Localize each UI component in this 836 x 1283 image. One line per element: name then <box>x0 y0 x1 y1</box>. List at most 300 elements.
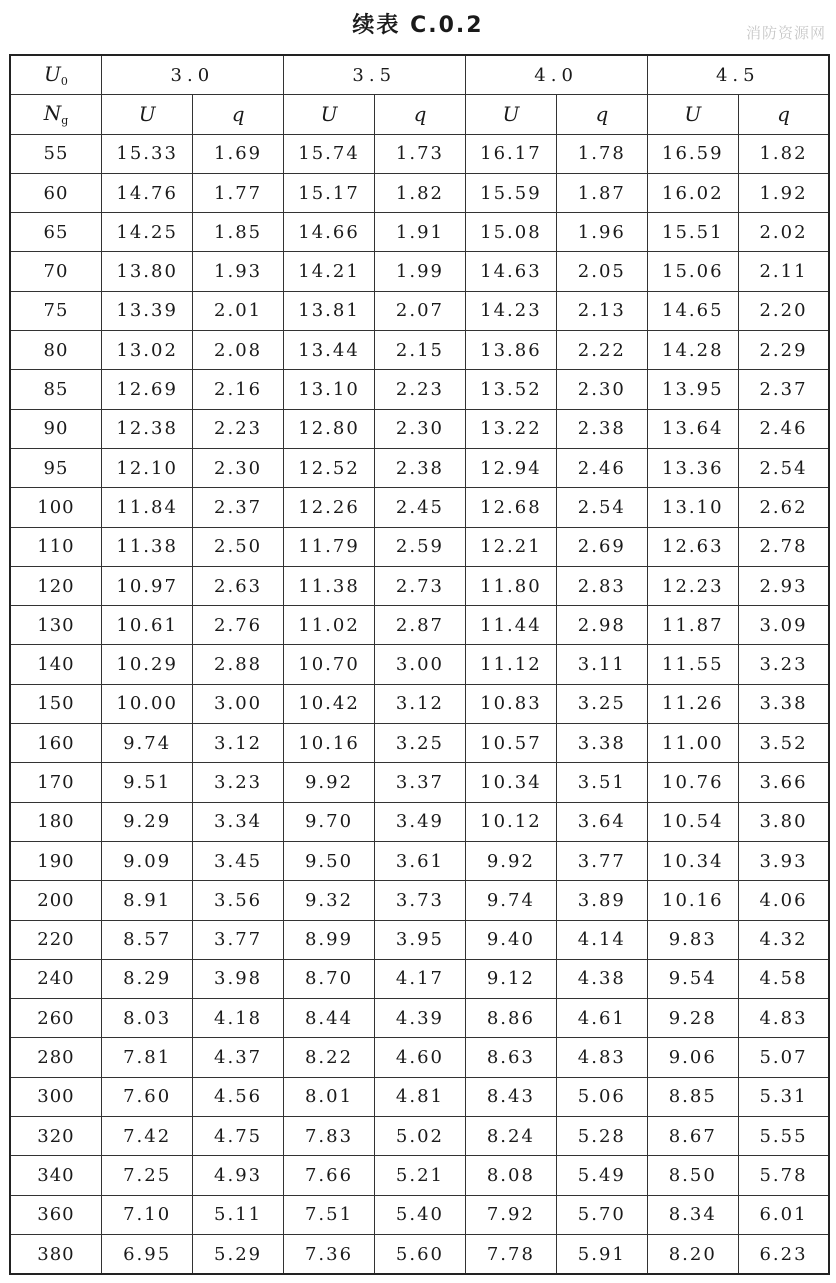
cell-u-value: 13.22 <box>465 409 556 448</box>
cell-u-value: 7.36 <box>283 1234 374 1274</box>
cell-u-value: 10.42 <box>283 684 374 723</box>
cell-u-value: 15.59 <box>465 173 556 212</box>
cell-q-value: 2.11 <box>739 252 830 291</box>
cell-u-value: 13.02 <box>101 331 192 370</box>
row-ng-value: 85 <box>10 370 101 409</box>
header-uo-group: 3.5 <box>283 55 465 95</box>
cell-q-value: 3.93 <box>739 841 830 880</box>
cell-q-value: 2.16 <box>193 370 283 409</box>
cell-q-value: 5.49 <box>557 1156 647 1195</box>
cell-q-value: 4.83 <box>557 1038 647 1077</box>
cell-u-value: 12.80 <box>283 409 374 448</box>
cell-q-value: 2.38 <box>557 409 647 448</box>
table-row <box>10 881 829 920</box>
cell-q-value: 3.25 <box>557 684 647 723</box>
cell-q-value: 2.46 <box>739 409 830 448</box>
cell-u-value: 10.34 <box>465 763 556 802</box>
header-row-ng <box>10 95 829 134</box>
cell-q-value: 2.83 <box>557 566 647 605</box>
cell-q-value: 4.17 <box>375 959 465 998</box>
cell-q-value: 2.29 <box>739 331 830 370</box>
cell-q-value: 2.73 <box>375 566 465 605</box>
cell-q-value: 3.64 <box>557 802 647 841</box>
cell-u-value: 14.25 <box>101 213 192 252</box>
table-row <box>10 802 829 841</box>
cell-q-value: 2.88 <box>193 645 283 684</box>
cell-u-value: 9.74 <box>465 881 556 920</box>
table-row <box>10 1077 829 1116</box>
cell-u-value: 7.42 <box>101 1117 192 1156</box>
table-row <box>10 763 829 802</box>
cell-q-value: 1.82 <box>375 173 465 212</box>
row-ng-value: 360 <box>10 1195 101 1234</box>
cell-u-value: 8.01 <box>283 1077 374 1116</box>
row-ng-value: 130 <box>10 606 101 645</box>
cell-u-value: 9.40 <box>465 920 556 959</box>
cell-q-value: 3.73 <box>375 881 465 920</box>
table-row <box>10 959 829 998</box>
cell-q-value: 2.62 <box>739 488 830 527</box>
cell-u-value: 9.92 <box>283 763 374 802</box>
cell-u-value: 8.85 <box>647 1077 738 1116</box>
table-row <box>10 724 829 763</box>
cell-u-value: 11.38 <box>283 566 374 605</box>
cell-u-value: 12.10 <box>101 448 192 487</box>
cell-q-value: 3.80 <box>739 802 830 841</box>
cell-q-value: 3.12 <box>193 724 283 763</box>
header-col-q: q <box>557 95 647 134</box>
cell-u-value: 16.59 <box>647 134 738 173</box>
header-col-q: q <box>739 95 830 134</box>
cell-q-value: 3.66 <box>739 763 830 802</box>
cell-u-value: 15.06 <box>647 252 738 291</box>
table-row <box>10 1156 829 1195</box>
table-row <box>10 1038 829 1077</box>
cell-u-value: 15.74 <box>283 134 374 173</box>
cell-q-value: 5.06 <box>557 1077 647 1116</box>
cell-u-value: 11.38 <box>101 527 192 566</box>
cell-q-value: 5.60 <box>375 1234 465 1274</box>
table-row <box>10 370 829 409</box>
table-row <box>10 1117 829 1156</box>
cell-u-value: 8.20 <box>647 1234 738 1274</box>
cell-q-value: 5.11 <box>193 1195 283 1234</box>
cell-q-value: 3.95 <box>375 920 465 959</box>
cell-q-value: 1.99 <box>375 252 465 291</box>
cell-q-value: 1.85 <box>193 213 283 252</box>
cell-u-value: 16.02 <box>647 173 738 212</box>
cell-q-value: 5.78 <box>739 1156 830 1195</box>
table-row <box>10 134 829 173</box>
cell-u-value: 14.28 <box>647 331 738 370</box>
cell-u-value: 7.78 <box>465 1234 556 1274</box>
cell-u-value: 10.83 <box>465 684 556 723</box>
cell-q-value: 1.77 <box>193 173 283 212</box>
cell-u-value: 9.28 <box>647 999 738 1038</box>
cell-u-value: 8.03 <box>101 999 192 1038</box>
cell-q-value: 3.56 <box>193 881 283 920</box>
cell-q-value: 1.78 <box>557 134 647 173</box>
cell-u-value: 9.50 <box>283 841 374 880</box>
cell-q-value: 4.83 <box>739 999 830 1038</box>
cell-u-value: 9.29 <box>101 802 192 841</box>
header-col-u: U <box>101 95 192 134</box>
cell-q-value: 3.38 <box>739 684 830 723</box>
header-col-u: U <box>465 95 556 134</box>
cell-u-value: 7.25 <box>101 1156 192 1195</box>
row-ng-value: 150 <box>10 684 101 723</box>
cell-u-value: 11.79 <box>283 527 374 566</box>
cell-u-value: 8.29 <box>101 959 192 998</box>
cell-u-value: 7.81 <box>101 1038 192 1077</box>
cell-u-value: 10.57 <box>465 724 556 763</box>
cell-u-value: 10.29 <box>101 645 192 684</box>
cell-u-value: 15.08 <box>465 213 556 252</box>
table-row <box>10 488 829 527</box>
row-ng-value: 75 <box>10 291 101 330</box>
table-row <box>10 684 829 723</box>
row-ng-value: 190 <box>10 841 101 880</box>
cell-q-value: 2.63 <box>193 566 283 605</box>
cell-q-value: 2.30 <box>193 448 283 487</box>
cell-q-value: 2.76 <box>193 606 283 645</box>
cell-q-value: 5.70 <box>557 1195 647 1234</box>
cell-q-value: 2.37 <box>739 370 830 409</box>
cell-q-value: 2.37 <box>193 488 283 527</box>
cell-q-value: 4.18 <box>193 999 283 1038</box>
cell-u-value: 8.70 <box>283 959 374 998</box>
cell-u-value: 14.23 <box>465 291 556 330</box>
cell-q-value: 1.82 <box>739 134 830 173</box>
cell-q-value: 1.87 <box>557 173 647 212</box>
row-ng-value: 100 <box>10 488 101 527</box>
row-ng-value: 300 <box>10 1077 101 1116</box>
cell-q-value: 5.31 <box>739 1077 830 1116</box>
table-row <box>10 920 829 959</box>
cell-u-value: 13.36 <box>647 448 738 487</box>
cell-u-value: 9.06 <box>647 1038 738 1077</box>
cell-u-value: 11.02 <box>283 606 374 645</box>
cell-q-value: 2.23 <box>375 370 465 409</box>
cell-u-value: 11.55 <box>647 645 738 684</box>
cell-u-value: 13.86 <box>465 331 556 370</box>
cell-q-value: 3.61 <box>375 841 465 880</box>
cell-q-value: 1.96 <box>557 213 647 252</box>
cell-u-value: 13.52 <box>465 370 556 409</box>
cell-q-value: 2.54 <box>739 448 830 487</box>
cell-q-value: 4.38 <box>557 959 647 998</box>
cell-u-value: 10.76 <box>647 763 738 802</box>
cell-q-value: 3.45 <box>193 841 283 880</box>
row-ng-value: 55 <box>10 134 101 173</box>
cell-q-value: 3.49 <box>375 802 465 841</box>
cell-u-value: 14.63 <box>465 252 556 291</box>
cell-u-value: 10.12 <box>465 802 556 841</box>
cell-u-value: 12.21 <box>465 527 556 566</box>
cell-q-value: 5.07 <box>739 1038 830 1077</box>
row-ng-value: 280 <box>10 1038 101 1077</box>
cell-u-value: 7.10 <box>101 1195 192 1234</box>
cell-u-value: 8.63 <box>465 1038 556 1077</box>
cell-q-value: 3.51 <box>557 763 647 802</box>
cell-u-value: 11.12 <box>465 645 556 684</box>
table-row <box>10 409 829 448</box>
cell-u-value: 14.76 <box>101 173 192 212</box>
row-ng-value: 70 <box>10 252 101 291</box>
cell-q-value: 3.77 <box>557 841 647 880</box>
cell-q-value: 3.37 <box>375 763 465 802</box>
cell-u-value: 13.10 <box>647 488 738 527</box>
cell-q-value: 1.93 <box>193 252 283 291</box>
cell-q-value: 4.58 <box>739 959 830 998</box>
cell-u-value: 10.16 <box>283 724 374 763</box>
table-row <box>10 331 829 370</box>
row-ng-value: 180 <box>10 802 101 841</box>
row-ng-value: 240 <box>10 959 101 998</box>
cell-q-value: 1.91 <box>375 213 465 252</box>
cell-q-value: 3.77 <box>193 920 283 959</box>
cell-q-value: 2.05 <box>557 252 647 291</box>
table-row <box>10 606 829 645</box>
cell-u-value: 8.34 <box>647 1195 738 1234</box>
cell-u-value: 12.69 <box>101 370 192 409</box>
cell-u-value: 10.00 <box>101 684 192 723</box>
cell-q-value: 2.50 <box>193 527 283 566</box>
row-ng-value: 140 <box>10 645 101 684</box>
row-ng-value: 65 <box>10 213 101 252</box>
cell-q-value: 4.39 <box>375 999 465 1038</box>
header-col-q: q <box>193 95 283 134</box>
cell-q-value: 2.69 <box>557 527 647 566</box>
cell-q-value: 4.32 <box>739 920 830 959</box>
table-title: 续表 C.0.2 <box>352 13 484 38</box>
cell-u-value: 13.80 <box>101 252 192 291</box>
cell-u-value: 12.94 <box>465 448 556 487</box>
row-ng-value: 95 <box>10 448 101 487</box>
watermark-text: 消防资源网 <box>745 24 826 42</box>
cell-q-value: 2.30 <box>557 370 647 409</box>
cell-q-value: 2.98 <box>557 606 647 645</box>
cell-q-value: 2.01 <box>193 291 283 330</box>
cell-u-value: 8.43 <box>465 1077 556 1116</box>
row-ng-value: 170 <box>10 763 101 802</box>
cell-u-value: 10.70 <box>283 645 374 684</box>
cell-u-value: 14.21 <box>283 252 374 291</box>
cell-q-value: 2.20 <box>739 291 830 330</box>
cell-u-value: 10.97 <box>101 566 192 605</box>
cell-u-value: 9.92 <box>465 841 556 880</box>
cell-u-value: 11.80 <box>465 566 556 605</box>
cell-u-value: 7.66 <box>283 1156 374 1195</box>
cell-q-value: 2.08 <box>193 331 283 370</box>
cell-q-value: 2.15 <box>375 331 465 370</box>
row-ng-value: 110 <box>10 527 101 566</box>
cell-q-value: 2.07 <box>375 291 465 330</box>
cell-q-value: 4.37 <box>193 1038 283 1077</box>
cell-u-value: 13.39 <box>101 291 192 330</box>
cell-q-value: 3.12 <box>375 684 465 723</box>
cell-u-value: 8.86 <box>465 999 556 1038</box>
table-row <box>10 448 829 487</box>
cell-u-value: 9.83 <box>647 920 738 959</box>
cell-u-value: 11.87 <box>647 606 738 645</box>
cell-u-value: 8.99 <box>283 920 374 959</box>
header-uo-group: 4.5 <box>647 55 829 95</box>
cell-q-value: 3.00 <box>375 645 465 684</box>
cell-u-value: 14.65 <box>647 291 738 330</box>
cell-u-value: 8.67 <box>647 1117 738 1156</box>
cell-u-value: 14.66 <box>283 213 374 252</box>
cell-u-value: 10.61 <box>101 606 192 645</box>
cell-u-value: 7.83 <box>283 1117 374 1156</box>
cell-q-value: 6.23 <box>739 1234 830 1274</box>
cell-u-value: 13.64 <box>647 409 738 448</box>
cell-u-value: 7.60 <box>101 1077 192 1116</box>
cell-q-value: 6.01 <box>739 1195 830 1234</box>
cell-q-value: 3.52 <box>739 724 830 763</box>
cell-u-value: 13.10 <box>283 370 374 409</box>
cell-u-value: 12.68 <box>465 488 556 527</box>
cell-q-value: 2.13 <box>557 291 647 330</box>
cell-q-value: 4.81 <box>375 1077 465 1116</box>
cell-u-value: 12.63 <box>647 527 738 566</box>
cell-u-value: 9.12 <box>465 959 556 998</box>
cell-u-value: 9.32 <box>283 881 374 920</box>
cell-q-value: 3.23 <box>739 645 830 684</box>
row-ng-value: 380 <box>10 1234 101 1274</box>
cell-u-value: 9.54 <box>647 959 738 998</box>
cell-u-value: 9.51 <box>101 763 192 802</box>
cell-u-value: 11.00 <box>647 724 738 763</box>
cell-q-value: 5.29 <box>193 1234 283 1274</box>
cell-q-value: 5.91 <box>557 1234 647 1274</box>
table-row <box>10 213 829 252</box>
cell-u-value: 8.57 <box>101 920 192 959</box>
cell-q-value: 4.61 <box>557 999 647 1038</box>
cell-u-value: 8.08 <box>465 1156 556 1195</box>
cell-u-value: 7.51 <box>283 1195 374 1234</box>
cell-q-value: 2.23 <box>193 409 283 448</box>
table-row <box>10 841 829 880</box>
header-uo-group: 4.0 <box>465 55 647 95</box>
header-row-uo <box>10 55 829 95</box>
cell-u-value: 11.26 <box>647 684 738 723</box>
header-ng-label: $N_g$ <box>10 95 101 134</box>
cell-u-value: 15.33 <box>101 134 192 173</box>
cell-q-value: 2.45 <box>375 488 465 527</box>
cell-q-value: 1.92 <box>739 173 830 212</box>
cell-q-value: 4.75 <box>193 1117 283 1156</box>
cell-u-value: 8.22 <box>283 1038 374 1077</box>
row-ng-value: 260 <box>10 999 101 1038</box>
header-uo-label: $U_0$ <box>10 55 101 95</box>
cell-q-value: 4.06 <box>739 881 830 920</box>
cell-q-value: 5.28 <box>557 1117 647 1156</box>
cell-u-value: 12.38 <box>101 409 192 448</box>
cell-q-value: 5.40 <box>375 1195 465 1234</box>
cell-u-value: 7.92 <box>465 1195 556 1234</box>
row-ng-value: 90 <box>10 409 101 448</box>
cell-q-value: 4.93 <box>193 1156 283 1195</box>
cell-q-value: 2.30 <box>375 409 465 448</box>
cell-u-value: 15.51 <box>647 213 738 252</box>
cell-q-value: 3.89 <box>557 881 647 920</box>
cell-q-value: 5.21 <box>375 1156 465 1195</box>
cell-u-value: 10.16 <box>647 881 738 920</box>
row-ng-value: 120 <box>10 566 101 605</box>
data-table <box>9 54 830 1275</box>
cell-u-value: 9.74 <box>101 724 192 763</box>
table-row <box>10 566 829 605</box>
row-ng-value: 320 <box>10 1117 101 1156</box>
cell-q-value: 3.11 <box>557 645 647 684</box>
cell-u-value: 12.52 <box>283 448 374 487</box>
cell-u-value: 8.50 <box>647 1156 738 1195</box>
cell-q-value: 2.59 <box>375 527 465 566</box>
cell-q-value: 5.02 <box>375 1117 465 1156</box>
cell-q-value: 3.34 <box>193 802 283 841</box>
table-row <box>10 1234 829 1274</box>
cell-q-value: 3.98 <box>193 959 283 998</box>
cell-u-value: 11.84 <box>101 488 192 527</box>
cell-q-value: 5.55 <box>739 1117 830 1156</box>
cell-q-value: 3.38 <box>557 724 647 763</box>
cell-u-value: 10.34 <box>647 841 738 880</box>
cell-q-value: 1.69 <box>193 134 283 173</box>
cell-q-value: 2.22 <box>557 331 647 370</box>
table-row <box>10 527 829 566</box>
cell-u-value: 9.09 <box>101 841 192 880</box>
cell-u-value: 11.44 <box>465 606 556 645</box>
cell-q-value: 3.09 <box>739 606 830 645</box>
table-row <box>10 645 829 684</box>
cell-q-value: 3.00 <box>193 684 283 723</box>
row-ng-value: 160 <box>10 724 101 763</box>
cell-q-value: 2.38 <box>375 448 465 487</box>
cell-q-value: 2.93 <box>739 566 830 605</box>
header-uo-group: 3.0 <box>101 55 283 95</box>
cell-u-value: 8.24 <box>465 1117 556 1156</box>
cell-u-value: 8.44 <box>283 999 374 1038</box>
row-ng-value: 80 <box>10 331 101 370</box>
header-col-q: q <box>375 95 465 134</box>
cell-u-value: 13.44 <box>283 331 374 370</box>
cell-q-value: 2.46 <box>557 448 647 487</box>
cell-q-value: 1.73 <box>375 134 465 173</box>
cell-u-value: 10.54 <box>647 802 738 841</box>
cell-u-value: 12.26 <box>283 488 374 527</box>
cell-q-value: 3.23 <box>193 763 283 802</box>
cell-q-value: 4.14 <box>557 920 647 959</box>
row-ng-value: 340 <box>10 1156 101 1195</box>
cell-q-value: 2.87 <box>375 606 465 645</box>
table-row <box>10 291 829 330</box>
row-ng-value: 60 <box>10 173 101 212</box>
cell-u-value: 6.95 <box>101 1234 192 1274</box>
cell-q-value: 4.60 <box>375 1038 465 1077</box>
cell-u-value: 16.17 <box>465 134 556 173</box>
cell-u-value: 9.70 <box>283 802 374 841</box>
cell-q-value: 2.78 <box>739 527 830 566</box>
table-row <box>10 252 829 291</box>
cell-u-value: 13.95 <box>647 370 738 409</box>
cell-u-value: 8.91 <box>101 881 192 920</box>
cell-u-value: 13.81 <box>283 291 374 330</box>
cell-q-value: 2.02 <box>739 213 830 252</box>
cell-u-value: 12.23 <box>647 566 738 605</box>
cell-q-value: 3.25 <box>375 724 465 763</box>
header-col-u: U <box>647 95 738 134</box>
